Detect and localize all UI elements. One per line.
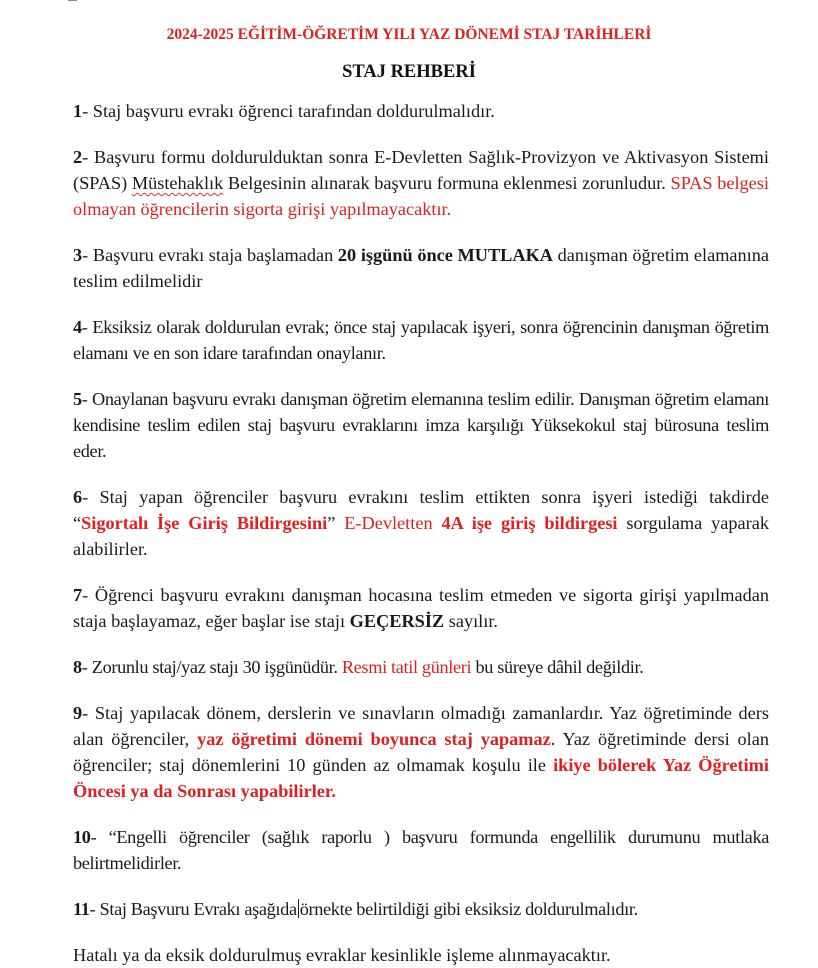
paragraph-number: 2 — [73, 147, 83, 167]
paragraph-text: - Başvuru evrakı staja başlamadan — [82, 245, 338, 265]
paragraph-text: Belgesinin alınarak başvuru formuna eklenmesi zorunludur. — [223, 173, 671, 193]
emphasis-text: 4A işe giriş bildirgesi — [441, 513, 618, 533]
paragraph-number: 5 — [73, 389, 82, 409]
page-corner-mark — [68, 0, 77, 3]
paragraph-text: - Öğrenci başvuru evrakını danışman hocasına teslim etmeden ve sigorta girişi yapılmadan staja başlayamaz, eğer başlar ise stajı — [73, 585, 769, 631]
paragraph-6 — [73, 484, 769, 562]
paragraph-number: 3 — [73, 245, 83, 265]
paragraph-4 — [73, 314, 769, 366]
paragraph-8 — [73, 654, 769, 680]
document-body — [73, 98, 769, 968]
paragraph-text: - Zorunlu staj/yaz stajı 30 işgünüdür. — [81, 657, 342, 677]
paragraph-text: bu süreye dâhil değildir. — [471, 657, 644, 677]
spellcheck-word: Müstehaklık — [131, 173, 224, 193]
paragraph-text: - Staj yapılacak dönem, derslerin ve sınavların olmadığı zamanlardır. Yaz öğretiminde ders alan öğrenciler, — [73, 703, 769, 749]
paragraph-3 — [73, 242, 769, 294]
emphasis-text: ikiye bölerek Yaz Öğretimi Öncesi ya da Sonrası yapabilirler. — [73, 755, 769, 801]
paragraph-text: - Başvuru formu doldurulduktan sonra E-Devletten Sağlık-Provizyon ve Aktivasyon Sistemi (SPAS) — [73, 147, 769, 193]
paragraph-number: 4 — [73, 317, 82, 337]
paragraph-2 — [73, 144, 769, 222]
paragraph-number: 6 — [73, 487, 83, 507]
paragraph-number: 10 — [73, 827, 91, 847]
emphasis-text: Sigortalı İşe Giriş Bildirgesini — [81, 513, 328, 533]
paragraph-text: - Eksiksiz olarak doldurulan evrak; önce staj yapılacak işyeri, sonra öğrencinin danışman öğretim elamanı ve en son idare tarafından onaylanır. — [73, 317, 769, 363]
paragraph-text: - Onaylanan başvuru evrakı danışman öğretim elemanına teslim edilir. Danışman öğretim elamanı kendisine teslim edilen staj başvuru evraklarını imza karşılığı Yüksekokul staj bürosuna teslim eder. — [73, 389, 769, 461]
warning-text: SPAS belgesi olmayan öğrencilerin sigorta girişi yapılmayacaktır. — [73, 173, 769, 219]
paragraph-number: 11 — [73, 899, 90, 919]
paragraph-text: sayılır. — [444, 611, 498, 631]
closing-note: Hatalı ya da eksik doldurulmuş evraklar kesinlikle işleme alınmayacaktır. — [73, 945, 611, 965]
document-subtitle: STAJ REHBERİ — [342, 62, 476, 82]
paragraph-number: 8 — [73, 657, 82, 677]
document-title: 2024-2025 EĞİTİM-ÖĞRETİM YILI YAZ DÖNEMİ STAJ TARİHLERİ — [166, 26, 652, 43]
paragraph-5 — [73, 386, 769, 464]
text-cursor — [298, 899, 299, 918]
paragraph-11 — [73, 896, 769, 922]
paragraph-text: - Staj başvuru evrakı öğrenci tarafından doldurulmalıdır. — [82, 101, 495, 121]
highlight-text: E-Devletten — [344, 513, 442, 533]
emphasis-text: yaz öğretimi dönemi boyunca staj yapamaz — [197, 729, 551, 749]
paragraph-text: ” — [327, 513, 345, 533]
paragraph-text: - Staj Başvuru Evrakı aşağıda — [89, 899, 297, 919]
paragraph-text: danışman öğretim elamanına teslim edilmelidir — [73, 245, 769, 291]
paragraph-1 — [73, 98, 769, 124]
emphasis-text: 20 işgünü önce MUTLAKA — [337, 245, 553, 265]
paragraph-text: - Staj yapan öğrenciler başvuru evrakını teslim ettikten sonra işyeri istediği takdirde “ — [73, 487, 769, 533]
paragraph-10 — [73, 824, 769, 876]
paragraph-text: - “Engelli öğrenciler (sağlık raporlu ) başvuru formunda engellilik durumunu mutlaka belirtmelidirler. — [73, 827, 769, 873]
paragraph-number: 7 — [73, 585, 83, 605]
paragraph-7 — [73, 582, 769, 634]
paragraph-number: 1 — [73, 101, 83, 121]
paragraph-text: . Yaz öğretiminde dersi olan öğrenciler; staj dönemlerini 10 günden az olmamak koşulu ile — [73, 729, 769, 775]
paragraph-9 — [73, 700, 769, 804]
paragraph-number: 9 — [73, 703, 83, 723]
paragraph-text: örnekte belirtildiği gibi eksiksiz doldurulmalıdır. — [299, 899, 638, 919]
paragraph-text: sorgulama yaparak alabilirler. — [73, 513, 770, 559]
highlight-text: Resmi tatil günleri — [341, 657, 472, 677]
emphasis-text: GEÇERSİZ — [349, 611, 445, 631]
